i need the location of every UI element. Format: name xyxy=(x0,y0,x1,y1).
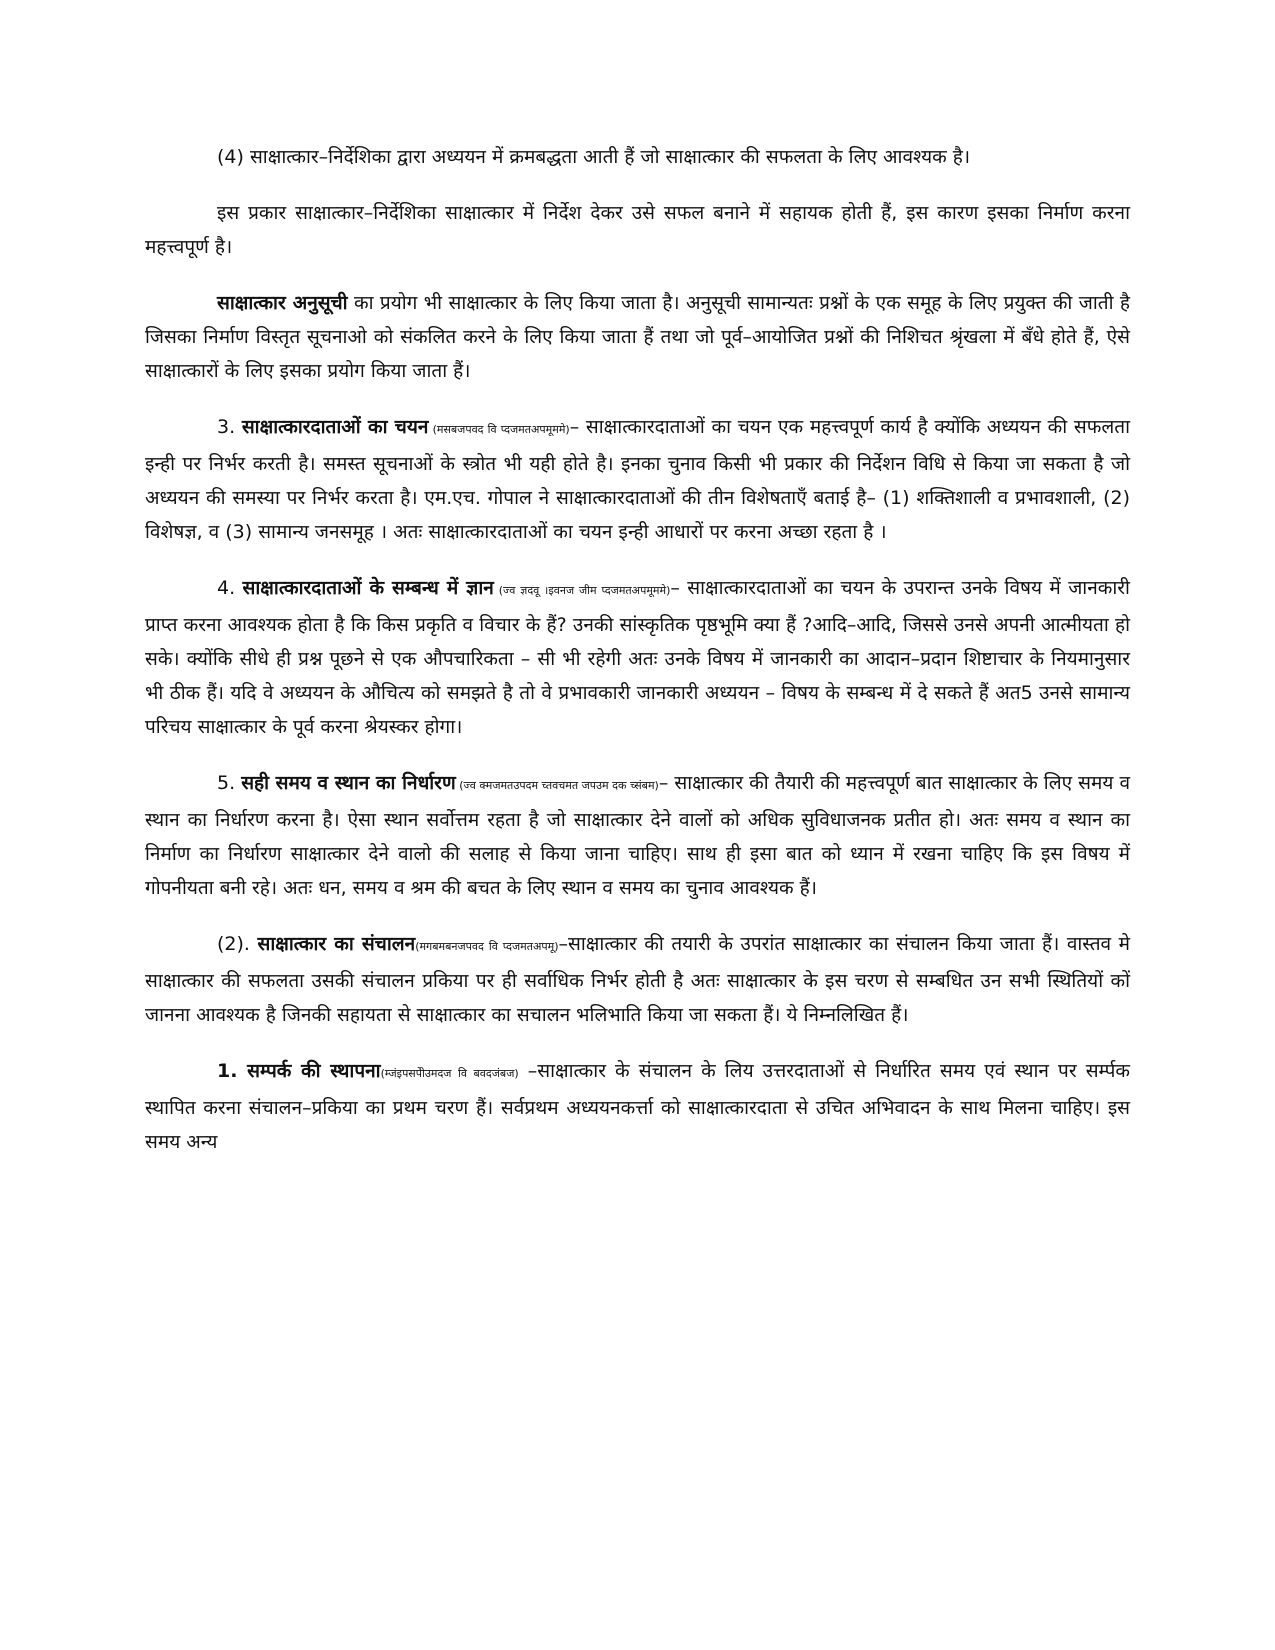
section-heading: साक्षात्कार अनुसूची xyxy=(217,292,348,314)
section-number: 3. xyxy=(217,416,242,438)
section-heading: सही समय व स्थान का निर्धारण xyxy=(241,772,456,794)
section-heading: साक्षात्कारदाताओं का चयन xyxy=(241,416,429,438)
paragraph-text: का प्रयोग भी साक्षात्कार के लिए किया जाता है। अनुसूची सामान्यतः प्रश्नों के एक समूह के लिए प्रयुक्त की जाती है जिसका निर्माण विस्तृत सूचनाओ को संकलित करने के लिए किया जाता हैं तथा जो पूर्व–आयोजित प्रश्नों की निशिचत श्रृंखला में बँधे होते हैं, ऐसे साक्षात्कारों के लिए इसका प्रयोग किया जाता हैं। xyxy=(145,292,1131,382)
paragraph-establishing-contact xyxy=(145,1054,1130,1159)
paragraph-text: – साक्षात्कारदाताओं का चयन के उपरान्त उनके विषय में जानकारी प्राप्त करना आवश्यक होता है कि किस प्रकृति व विचार के हैं? उनकी सांस्कृतिक पृष्ठभूमि क्या हैं ?आदि–आदि, जिससे उनसे अपनी आत्मीयता हो सके। क्योंकि सीधे ही प्रश्न पूछने से एक औपचारिकता – सी भी रहेगी अतः उनके विषय में जानकारी का आदान–प्रदान शिष्टाचार के नियमानुसार भी ठीक हैं। यदि वे अध्ययन के औचित्य को समझते है तो वे प्रभावकारी जानकारी अध्ययन – विषय के सम्बन्ध में दे सकते हैं अत5 उनसे सामान्य परिचय साक्षात्कार के पूर्व करना श्रेयस्कर होगा। xyxy=(145,577,1130,738)
paragraph-text: – साक्षात्कारदाताओं का चयन एक महत्त्वपूर्ण कार्य है क्योंकि अध्ययन की सफलता इन्ही पर निर्भर करती है। समस्त सूचनाओं के स्त्रोत भी यही होते है। इनका चुनाव किसी भी प्रकार की निर्देशन विधि से किया जा सकता है जो अध्ययन की समस्या पर निर्भर करता है। एम.एच. गोपाल ने साक्षात्कारदाताओं की तीन विशेषताएँ बताई है– (1) शक्तिशाली व प्रभावशाली, (2) विशेषज्ञ, व (3) सामान्य जनसमूह । अतः साक्षात्कारदाताओं का चयन इन्ही आधारों पर करना अच्छा रहता है । xyxy=(145,416,1131,543)
section-number: 5. xyxy=(217,772,242,794)
section-note: (ज्व क्मजमतउपदम च्तवचमत जपउम दक च्संबम) xyxy=(455,779,659,792)
paragraph-text: –साक्षात्कार के संचालन के लिय उत्तरदाताओं से निर्धारित समय एवं स्थान पर सर्म्पक स्थापित करना संचालन–प्रकिया का प्रथम चरण हैं। सर्वप्रथम अध्ययनकर्त्ता को साक्षात्कारदाता से उचित अभिवादन के साथ मिलना चाहिए। इस समय अन्य xyxy=(145,1060,1130,1153)
paragraph-interview-schedule xyxy=(145,286,1130,388)
paragraph-guide-point-4 xyxy=(145,140,1130,174)
section-number: 4. xyxy=(217,577,243,599)
section-number: (2). xyxy=(217,933,258,955)
section-note: (ज्व ज्ञदवू ।इवनज जीम प्दजमतअपमूममे) xyxy=(493,584,671,597)
paragraph-knowledge-about-interviewees xyxy=(145,571,1130,744)
paragraph-text: –साक्षात्कार की तयारी के उपरांत साक्षात्कार का संचालन किया जाता हैं। वास्तव मे साक्षात्कार की सफलता उसकी संचालन प्रकिया पर ही सर्वाधिक निर्भर होती है अतः साक्षात्कार के इस चरण से सम्बधित उन सभी स्थितियों कों जानना आवश्यक है जिनकी सहायता से साक्षात्कार का सचालन भलिभाति किया जा सकता हैं। ये निम्नलिखित हैं। xyxy=(145,933,1130,1026)
paragraph-text: – साक्षात्कार की तैयारी की महत्त्वपूर्ण बात साक्षात्कार के लिए समय व स्थान का निर्धारण करना है। ऐसा स्थान सर्वोत्तम रहता है जो साक्षात्कार देने वालों को अधिक सुविधाजनक प्रतीत हो। अतः समय व स्थान का निर्माण का निर्धारण साक्षात्कार देने वालो की सलाह से किया जाना चाहिए। साथ ही इसा बात को ध्यान में रखना चाहिए कि इस विषय में गोपनीयता बनी रहे। अतः धन, समय व श्रम की बचत के लिए स्थान व समय का चुनाव आवश्यक हैं। xyxy=(145,772,1131,899)
section-heading: साक्षात्कारदाताओं के सम्बन्ध में ज्ञान xyxy=(242,577,494,599)
paragraph-conducting-interview xyxy=(145,927,1130,1032)
paragraph-text: इस प्रकार साक्षात्कार–निर्देशिका साक्षात्कार में निर्देश देकर उसे सफल बनाने में सहायक होती हैं, इस कारण इसका निर्माण करना महत्त्वपूर्ण है। xyxy=(145,202,1130,258)
paragraph-selection-of-interviewees xyxy=(145,410,1130,549)
section-heading: साक्षात्कार का संचालन xyxy=(257,933,416,955)
section-note: (मगबमबनजपवद वि प्दजमतअपमू) xyxy=(415,940,559,953)
paragraph-time-and-place xyxy=(145,766,1130,905)
section-note: (मसबजपवद वि प्दजमतअपमूममे) xyxy=(428,423,570,436)
section-note: (म्जंइपसपेीउमदज वि बवदजंबज) xyxy=(380,1067,519,1080)
section-heading: सम्पर्क की स्थापना xyxy=(247,1060,381,1082)
section-number: 1. xyxy=(217,1060,248,1082)
document-page xyxy=(145,140,1130,1181)
paragraph-text: (4) साक्षात्कार–निर्देशिका द्वारा अध्ययन में क्रमबद्धता आती हैं जो साक्षात्कार की सफलता के लिए आवश्यक है। xyxy=(217,146,971,168)
paragraph-guide-summary xyxy=(145,196,1130,264)
